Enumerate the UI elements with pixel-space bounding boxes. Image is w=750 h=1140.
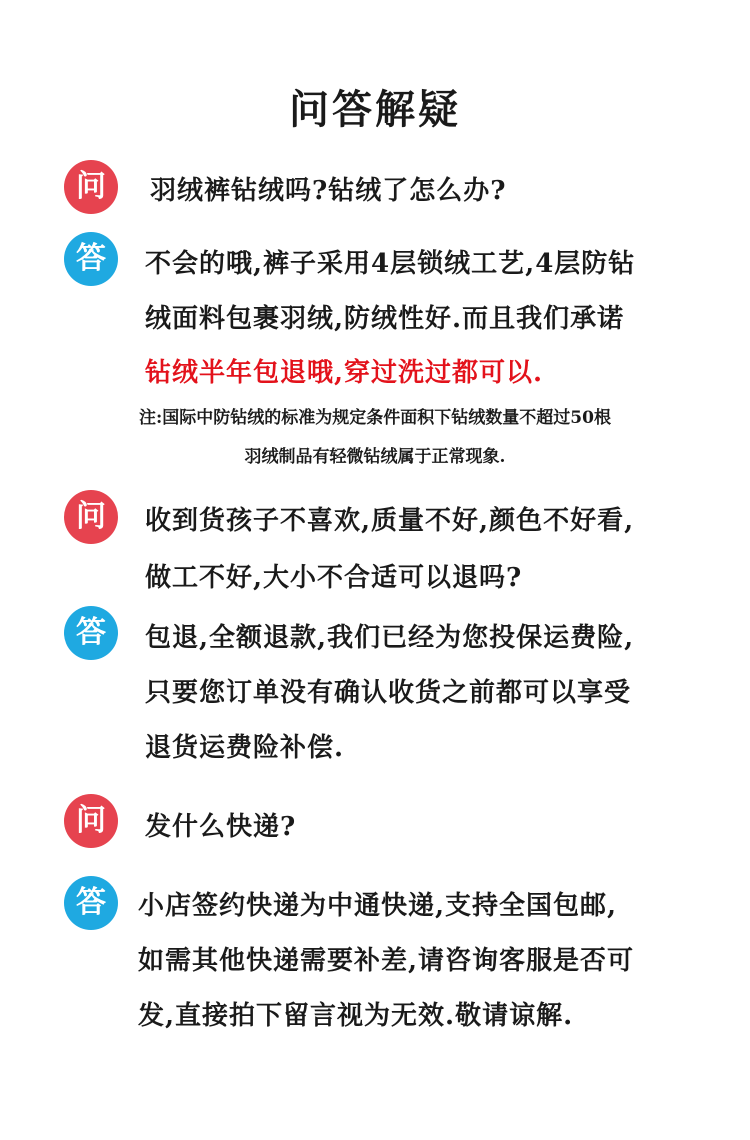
page-title: 问答解疑	[289, 86, 461, 133]
answer-badge: 答	[64, 876, 118, 930]
answer-highlight-line: 钻绒半年包退哦,穿过洗过都可以.	[145, 358, 544, 388]
question-text: 做工不好,大小不合适可以退吗?	[145, 563, 523, 593]
question-badge: 问	[64, 794, 118, 848]
answer-line: 包退,全额退款,我们已经为您投保运费险,	[145, 623, 635, 653]
answer-line: 小店签约快递为中通快递,支持全国包邮,	[138, 891, 618, 921]
question-badge: 问	[64, 490, 118, 544]
question-text: 收到货孩子不喜欢,质量不好,颜色不好看,	[145, 506, 635, 536]
question-text: 发什么快递?	[145, 812, 297, 842]
answer-line: 发,直接拍下留言视为无效.敬请谅解.	[138, 1001, 574, 1031]
answer-badge: 答	[64, 606, 118, 660]
question-text: 羽绒裤钻绒吗?钻绒了怎么办?	[150, 176, 507, 206]
answer-line: 不会的哦,裤子采用4层锁绒工艺,4层防钻	[145, 249, 636, 279]
answer-line: 退货运费险补偿.	[145, 733, 345, 763]
answer-line: 绒面料包裹羽绒,防绒性好.而且我们承诺	[145, 304, 625, 334]
question-badge: 问	[64, 160, 118, 214]
note-line: 注:国际中防钻绒的标准为规定条件面积下钻绒数量不超过50根	[139, 408, 611, 428]
answer-line: 如需其他快递需要补差,请咨询客服是否可	[138, 946, 635, 976]
answer-line: 只要您订单没有确认收货之前都可以享受	[145, 678, 632, 708]
note-line: 羽绒制品有轻微钻绒属于正常现象.	[244, 447, 506, 467]
answer-badge: 答	[64, 232, 118, 286]
